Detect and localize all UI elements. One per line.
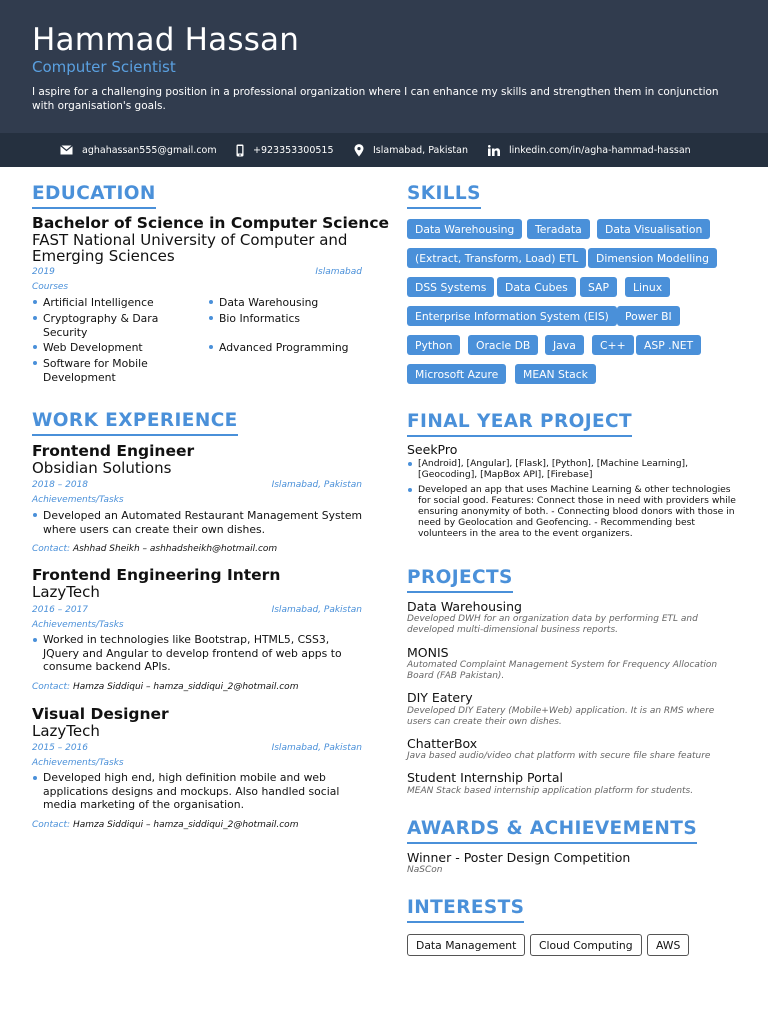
bullet-dot: [33, 361, 37, 365]
contact-location-text: Islamabad, Pakistan: [373, 144, 468, 156]
work-experience-heading: WORK EXPERIENCE: [32, 410, 238, 436]
job-title: Frontend Engineering Intern: [32, 566, 281, 584]
project-name: Student Internship Portal: [407, 770, 563, 785]
project-name: Data Warehousing: [407, 599, 522, 614]
project-description: MEAN Stack based internship application platform for students.: [407, 786, 694, 796]
candidate-role: Computer Scientist: [32, 58, 176, 76]
contact-bar: [0, 133, 768, 167]
bullet-dot: [33, 316, 37, 320]
skill-tag: (Extract, Transform, Load) ETL: [407, 248, 586, 268]
awards-heading: AWARDS & ACHIEVEMENTS: [407, 818, 697, 844]
courses-label: Courses: [32, 282, 69, 292]
job-location: Islamabad, Pakistan: [271, 743, 362, 753]
reference-contact: Hamza Siddiqui – hamza_siddiqui_2@hotmail.com: [72, 682, 299, 692]
skill-tag: MEAN Stack: [515, 364, 596, 384]
tasks-label: Achievements/Tasks: [32, 620, 124, 630]
skill-tag: Java: [545, 335, 584, 355]
course-item: Web Development: [43, 341, 143, 354]
job-dates: 2016 – 2017: [32, 605, 89, 615]
university-name: FAST National University of Computer and Emerging Sciences: [32, 231, 348, 265]
project-description: Developed DIY Eatery (Mobile+Web) application. It is an RMS where users can create their own dishes.: [407, 706, 715, 727]
skill-tag: ASP .NET: [636, 335, 701, 355]
fyp-name: SeekPro: [407, 442, 458, 457]
contact-label: Contact:: [32, 682, 71, 692]
skill-tag: C++: [592, 335, 634, 355]
skill-tag: DSS Systems: [407, 277, 494, 297]
candidate-name: Hammad Hassan: [32, 22, 300, 58]
skill-tag: SAP: [580, 277, 617, 297]
bullet-dot: [209, 300, 213, 304]
skill-tag: Data Cubes: [497, 277, 576, 297]
job-task: Developed an Automated Restaurant Management System where users can create their own dishes.: [43, 509, 362, 536]
envelope-icon: [60, 145, 73, 155]
skill-tag: Power BI: [617, 306, 680, 326]
career-summary: I aspire for a challenging position in a professional organization where I can enhance my skills and strengthen them in conjunction with organisation's goals.: [32, 86, 719, 112]
project-name: DIY Eatery: [407, 690, 473, 705]
skills-heading: SKILLS: [407, 183, 481, 209]
bullet-dot: [408, 462, 412, 466]
interest-tag: Data Management: [407, 934, 525, 956]
tasks-label: Achievements/Tasks: [32, 495, 124, 505]
course-item: Advanced Programming: [219, 341, 349, 354]
degree-title: Bachelor of Science in Computer Science: [32, 214, 390, 232]
linkedin-icon: [488, 145, 500, 156]
job-task: Worked in technologies like Bootstrap, HTML5, CSS3, JQuery and Angular to develop frontend of web apps to consume backend APIs.: [43, 633, 342, 673]
skill-tag: Linux: [625, 277, 670, 297]
contact-location: [354, 133, 468, 167]
job-task: Developed high end, high definition mobile and web applications designs and mockups. Also handled social media marketing of the organisation.: [43, 771, 340, 811]
phone-icon: [236, 144, 244, 157]
bullet-dot: [408, 488, 412, 492]
education-city: Islamabad: [315, 267, 362, 277]
project-description: Java based audio/video chat platform with secure file share feature: [407, 751, 711, 761]
award-name: Winner - Poster Design Competition: [407, 850, 631, 865]
project-description: Automated Complaint Management System for Frequency Allocation Board (FAB Pakistan).: [407, 660, 718, 681]
job-dates: 2015 – 2016: [32, 743, 89, 753]
course-item: Cryptography & Dara Security: [43, 312, 159, 339]
bullet-dot: [209, 316, 213, 320]
contact-linkedin[interactable]: [488, 133, 691, 167]
job-reference: [32, 544, 277, 554]
reference-contact: Hamza Siddiqui – hamza_siddiqui_2@hotmail.com: [72, 820, 299, 830]
map-pin-icon: [354, 144, 364, 157]
skill-tag: Oracle DB: [468, 335, 538, 355]
contact-email-text: aghahassan555@gmail.com: [82, 144, 217, 156]
resume-header: [0, 0, 768, 133]
contact-email[interactable]: [60, 133, 217, 167]
skill-tag: Data Warehousing: [407, 219, 522, 239]
bullet-dot: [33, 776, 37, 780]
course-item: Data Warehousing: [219, 296, 319, 309]
reference-contact: Ashhad Sheikh – ashhadsheikh@hotmail.com: [72, 544, 278, 554]
fyp-tech-stack: [Android], [Angular], [Flask], [Python], [Machine Learning], [Geocoding], [MapBox API], [Firebase]: [418, 458, 689, 480]
bullet-dot: [33, 513, 37, 517]
job-location: Islamabad, Pakistan: [271, 480, 362, 490]
skill-tag: Python: [407, 335, 460, 355]
final-year-project-heading: FINAL YEAR PROJECT: [407, 411, 632, 437]
award-organization: NaSCon: [407, 865, 443, 875]
contact-phone[interactable]: [236, 133, 334, 167]
course-item: Software for Mobile Development: [43, 357, 148, 384]
projects-heading: PROJECTS: [407, 567, 513, 593]
skill-tag: Dimension Modelling: [588, 248, 717, 268]
interests-heading: INTERESTS: [407, 897, 524, 923]
job-title: Visual Designer: [32, 705, 169, 723]
project-name: ChatterBox: [407, 736, 478, 751]
job-dates: 2018 – 2018: [32, 480, 89, 490]
contact-label: Contact:: [32, 544, 71, 554]
project-description: Developed DWH for an organization data by performing ETL and developed multi-dimensional business reports.: [407, 614, 698, 635]
bullet-dot: [33, 300, 37, 304]
bullet-dot: [33, 345, 37, 349]
job-title: Frontend Engineer: [32, 442, 195, 460]
contact-linkedin-text: linkedin.com/in/agha-hammad-hassan: [509, 144, 691, 156]
skill-tag: Data Visualisation: [597, 219, 710, 239]
bullet-dot: [209, 345, 213, 349]
contact-phone-text: +923353300515: [253, 144, 334, 156]
course-item: Bio Informatics: [219, 312, 301, 325]
interest-tag: Cloud Computing: [530, 934, 642, 956]
job-reference: [32, 820, 298, 830]
skill-tag: Enterprise Information System (EIS): [407, 306, 617, 326]
bullet-dot: [33, 638, 37, 642]
job-company: Obsidian Solutions: [32, 459, 172, 477]
fyp-description: Developed an app that uses Machine Learning & other technologies for social good. Features: Connect those in need with providers while ensuring anonymity of both. - Connecting blood donors with those in need by Geolocation and Geofencing. - Recommending best volunteers in the area to the event organizers.: [418, 484, 736, 539]
job-company: LazyTech: [32, 583, 100, 601]
job-location: Islamabad, Pakistan: [271, 605, 362, 615]
interest-tag: AWS: [647, 934, 689, 956]
contact-label: Contact:: [32, 820, 71, 830]
tasks-label: Achievements/Tasks: [32, 758, 124, 768]
project-name: MONIS: [407, 645, 449, 660]
skill-tag: Microsoft Azure: [407, 364, 506, 384]
job-company: LazyTech: [32, 722, 100, 740]
job-reference: [32, 682, 298, 692]
skill-tag: Teradata: [527, 219, 590, 239]
education-heading: EDUCATION: [32, 183, 156, 209]
education-year: 2019: [32, 267, 55, 277]
course-item: Artificial Intelligence: [43, 296, 154, 309]
